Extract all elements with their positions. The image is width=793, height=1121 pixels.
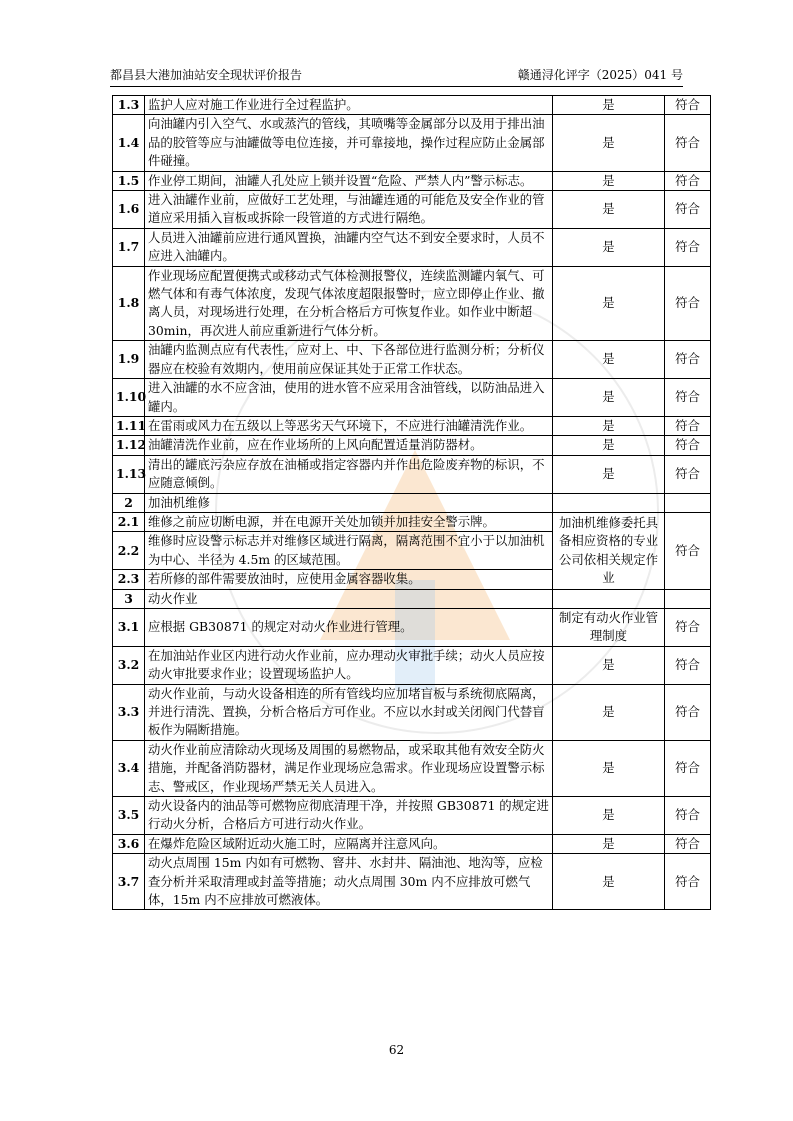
item-content: 进入油罐作业前，应做好工艺处理，与油罐连通的可能危及安全作业的管道应采用插入盲板或拆除一段管道的方式进行隔绝。 bbox=[145, 191, 553, 229]
item-number: 3.4 bbox=[113, 740, 145, 796]
item-content: 维修之前应切断电源，并在电源开关处加锁并加挂安全警示牌。 bbox=[145, 512, 553, 531]
item-conclusion: 符合 bbox=[665, 834, 711, 853]
item-content: 在雷雨或风力在五级以上等恶劣天气环境下，不应进行油罐清洗作业。 bbox=[145, 416, 553, 435]
item-result: 加油机维修委托具备相应资格的专业公司依相关规定作业 bbox=[553, 512, 665, 589]
item-conclusion: 符合 bbox=[665, 512, 711, 589]
item-number: 1.13 bbox=[113, 455, 145, 493]
item-result: 是 bbox=[553, 834, 665, 853]
item-number: 1.4 bbox=[113, 115, 145, 171]
item-content: 在加油站作业区内进行动火作业前，应办理动火审批手续；动火人员应按动火审批要求作业；设置现场监护人。 bbox=[145, 646, 553, 684]
item-result: 是 bbox=[553, 646, 665, 684]
item-conclusion: 符合 bbox=[665, 266, 711, 341]
item-content: 在爆炸危险区域附近动火施工时，应隔离并注意风向。 bbox=[145, 834, 553, 853]
item-result: 是 bbox=[553, 684, 665, 740]
item-number: 3.5 bbox=[113, 797, 145, 835]
item-number: 1.12 bbox=[113, 436, 145, 455]
item-conclusion: 符合 bbox=[665, 191, 711, 229]
table-row bbox=[113, 797, 711, 835]
item-number: 1.11 bbox=[113, 416, 145, 435]
item-content: 若所修的部件需要放油时，应使用金属容器收集。 bbox=[145, 570, 553, 589]
item-result: 是 bbox=[553, 115, 665, 171]
section-title: 加油机维修 bbox=[145, 493, 553, 512]
page-header bbox=[110, 68, 683, 87]
table-row bbox=[113, 416, 711, 435]
report-number: 赣通浔化评字（2025）041 号 bbox=[517, 68, 683, 82]
page-number: 62 bbox=[388, 1043, 405, 1057]
item-number: 3.3 bbox=[113, 684, 145, 740]
item-conclusion: 符合 bbox=[665, 171, 711, 190]
safety-checklist-table bbox=[112, 95, 711, 910]
item-number: 1.9 bbox=[113, 341, 145, 379]
item-conclusion: 符合 bbox=[665, 854, 711, 910]
item-result: 是 bbox=[553, 341, 665, 379]
table-row bbox=[113, 684, 711, 740]
item-content: 动火点周围 15m 内如有可燃物、窨井、水封井、隔油池、地沟等，应检查分析并采取清理或封盖等措施；动火点周围 30m 内不应排放可燃气体，15m 内不应排放可燃液体。 bbox=[145, 854, 553, 910]
section-title: 动火作业 bbox=[145, 589, 553, 608]
item-content: 监护人应对施工作业进行全过程监护。 bbox=[145, 96, 553, 115]
table-row bbox=[113, 379, 711, 417]
table-row bbox=[113, 341, 711, 379]
table-row bbox=[113, 608, 711, 646]
item-conclusion: 符合 bbox=[665, 797, 711, 835]
table-row bbox=[113, 740, 711, 796]
item-conclusion: 符合 bbox=[665, 341, 711, 379]
report-title: 都昌县大港加油站安全现状评价报告 bbox=[110, 68, 303, 82]
item-result: 是 bbox=[553, 171, 665, 190]
table-row bbox=[113, 191, 711, 229]
item-content: 油罐清洗作业前，应在作业场所的上风向配置适量消防器材。 bbox=[145, 436, 553, 455]
item-number: 3.2 bbox=[113, 646, 145, 684]
item-conclusion: 符合 bbox=[665, 228, 711, 266]
item-result: 是 bbox=[553, 854, 665, 910]
item-conclusion: 符合 bbox=[665, 436, 711, 455]
item-content: 作业现场应配置便携式或移动式气体检测报警仪，连续监测罐内氧气、可燃气体和有毒气体浓度，发现气体浓度超限报警时，应立即停止作业、撤离人员，对现场进行处理，在分析合格后方可恢复作业。如作业中断超 30min，再次进人前应重新进行气体分析。 bbox=[145, 266, 553, 341]
item-conclusion: 符合 bbox=[665, 416, 711, 435]
table-row bbox=[113, 646, 711, 684]
item-content: 油罐内监测点应有代表性，应对上、中、下各部位进行监测分析；分析仪器应在校验有效期内，使用前应保证其处于正常工作状态。 bbox=[145, 341, 553, 379]
item-conclusion: 符合 bbox=[665, 608, 711, 646]
table-row bbox=[113, 228, 711, 266]
item-number: 1.5 bbox=[113, 171, 145, 190]
item-content: 作业停工期间，油罐人孔处应上锁并设置“危险、严禁人内”警示标志。 bbox=[145, 171, 553, 190]
item-result: 是 bbox=[553, 96, 665, 115]
item-conclusion: 符合 bbox=[665, 684, 711, 740]
item-number: 1.6 bbox=[113, 191, 145, 229]
table-row bbox=[113, 834, 711, 853]
table-row bbox=[113, 266, 711, 341]
item-result: 制定有动火作业管理制度 bbox=[553, 608, 665, 646]
item-content: 动火作业前，与动火设备相连的所有管线均应加堵盲板与系统彻底隔离，并进行清洗、置换，分析合格后方可作业。不应以水封或关闭阀门代替盲板作为隔断措施。 bbox=[145, 684, 553, 740]
item-content: 维修时应设警示标志并对维修区域进行隔离，隔离范围不宜小于以加油机为中心、半径为 4.5m 的区域范围。 bbox=[145, 532, 553, 570]
item-result: 是 bbox=[553, 740, 665, 796]
item-conclusion: 符合 bbox=[665, 379, 711, 417]
item-content: 向油罐内引入空气、水或蒸汽的管线，其喷嘴等金属部分以及用于排出油品的胶管等应与油罐做等电位连接，并可靠接地，操作过程应防止金属部件碰撞。 bbox=[145, 115, 553, 171]
item-conclusion: 符合 bbox=[665, 740, 711, 796]
empty-cell bbox=[665, 493, 711, 512]
table-row bbox=[113, 854, 711, 910]
item-number: 2.3 bbox=[113, 570, 145, 589]
item-result: 是 bbox=[553, 416, 665, 435]
item-content: 进入油罐的水不应含油，使用的进水管不应采用含油管线，以防油品进入罐内。 bbox=[145, 379, 553, 417]
section-number: 2 bbox=[113, 493, 145, 512]
table-row bbox=[113, 96, 711, 115]
item-content: 人员进入油罐前应进行通风置换，油罐内空气达不到安全要求时，人员不应进入油罐内。 bbox=[145, 228, 553, 266]
item-number: 1.7 bbox=[113, 228, 145, 266]
item-conclusion: 符合 bbox=[665, 115, 711, 171]
item-result: 是 bbox=[553, 455, 665, 493]
item-result: 是 bbox=[553, 379, 665, 417]
item-number: 3.7 bbox=[113, 854, 145, 910]
item-number: 1.10 bbox=[113, 379, 145, 417]
item-result: 是 bbox=[553, 228, 665, 266]
item-content: 动火作业前应清除动火现场及周围的易燃物品，或采取其他有效安全防火措施，并配备消防器材，满足作业现场应急需求。作业现场应设置警示标志、警戒区，作业现场严禁无关人员进入。 bbox=[145, 740, 553, 796]
empty-cell bbox=[553, 589, 665, 608]
item-number: 1.8 bbox=[113, 266, 145, 341]
item-result: 是 bbox=[553, 436, 665, 455]
section-number: 3 bbox=[113, 589, 145, 608]
table-row bbox=[113, 436, 711, 455]
table-row bbox=[113, 171, 711, 190]
item-number: 3.1 bbox=[113, 608, 145, 646]
item-conclusion: 符合 bbox=[665, 455, 711, 493]
item-result: 是 bbox=[553, 266, 665, 341]
item-number: 2.1 bbox=[113, 512, 145, 531]
item-content: 应根据 GB30871 的规定对动火作业进行管理。 bbox=[145, 608, 553, 646]
item-number: 1.3 bbox=[113, 96, 145, 115]
item-result: 是 bbox=[553, 191, 665, 229]
item-conclusion: 符合 bbox=[665, 96, 711, 115]
empty-cell bbox=[553, 493, 665, 512]
section-row bbox=[113, 589, 711, 608]
table-row bbox=[113, 512, 711, 531]
item-conclusion: 符合 bbox=[665, 646, 711, 684]
table-row bbox=[113, 115, 711, 171]
item-content: 清出的罐底污杂应存放在油桶或指定容器内并作出危险废弃物的标识，不应随意倾倒。 bbox=[145, 455, 553, 493]
item-result: 是 bbox=[553, 797, 665, 835]
section-row bbox=[113, 493, 711, 512]
table-row bbox=[113, 455, 711, 493]
item-number: 3.6 bbox=[113, 834, 145, 853]
item-content: 动火设备内的油品等可燃物应彻底清理干净，并按照 GB30871 的规定进行动火分析，合格后方可进行动火作业。 bbox=[145, 797, 553, 835]
empty-cell bbox=[665, 589, 711, 608]
item-number: 2.2 bbox=[113, 532, 145, 570]
